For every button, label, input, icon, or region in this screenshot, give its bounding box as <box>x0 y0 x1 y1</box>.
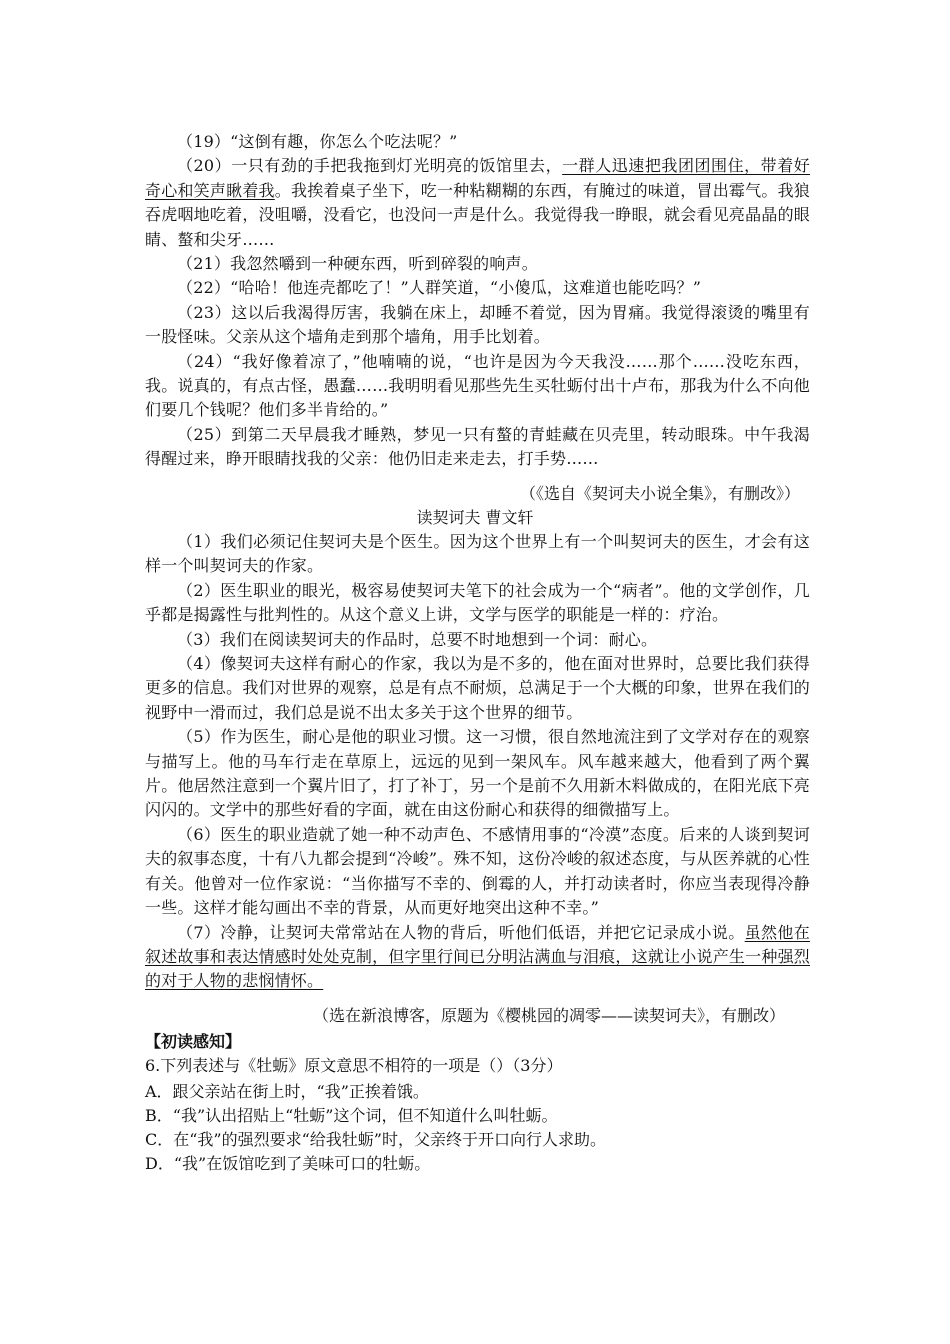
option-b: B．“我”认出招贴上“牡蛎”这个词，但不知道什么叫牡蛎。 <box>145 1106 558 1125</box>
paragraph-20-underlined: 一群人迅速把我团团围住，带着好奇心和笑声瞅着我 <box>145 156 810 200</box>
paragraph-24: （24）“我好像着凉了，”他喃喃的说，“也许是因为今天我没……那个……没吃东西，我。说真的，有点古怪，愚蠢……我明明看见那些先生买牡蛎付出十卢布，那我为什么不向他们要几个钱呢？他们多半肯给的。” <box>145 351 810 420</box>
essay-source: （选在新浪博客，原题为《樱桃园的凋零——读契诃夫》，有删改） <box>312 1006 785 1025</box>
section-heading: 【初读感知】 <box>145 1032 242 1051</box>
essay-paragraph-3: （3）我们在阅读契诃夫的作品时，总要不时地想到一个词：耐心。 <box>177 629 658 649</box>
essay-body <box>145 530 810 994</box>
essay-paragraph-2: （2）医生职业的眼光，极容易使契诃夫笔下的社会成为一个“病者”。他的文学创作，几乎都是揭露性与批判性的。从这个意义上讲，文学与医学的职能是一样的：疗治。 <box>145 580 810 625</box>
option-c: C．在“我”的强烈要求“给我牡蛎”时，父亲终于开口向行人求助。 <box>145 1130 606 1149</box>
question-6: 6.下列表述与《牡蛎》原文意思不相符的一项是（）（3分） <box>145 1056 563 1075</box>
essay-paragraph-1: （1）我们必须记住契诃夫是个医生。因为这个世界上有一个叫契诃夫的医生，才会有这样一个叫契诃夫的作家。 <box>145 532 810 576</box>
essay-paragraph-7-start: （7）冷静，让契诃夫常常站在人物的背后，听他们低语，并把它记录成小说。 <box>177 922 745 942</box>
option-d: D．“我”在饭馆吃到了美味可口的牡蛎。 <box>145 1154 431 1173</box>
paragraph-22: （22）“哈哈！他连壳都吃了！”人群笑道，“小傻瓜，这难道也能吃吗？” <box>177 278 702 298</box>
story-excerpt <box>145 130 810 472</box>
story-source: （《选自《契诃夫小说全集》，有删改》） <box>519 484 800 503</box>
paragraph-20-end: 。我挨着桌子坐下，吃一种粘糊糊的东西，有腌过的味道，冒出霉气。我狼吞虎咽地吃着，没咀嚼，没看它，也没问一声是什么。我觉得我一睁眼，就会看见亮晶晶的眼睛、螯和尖牙…… <box>145 180 810 249</box>
option-a: A．跟父亲站在街上时，“我”正挨着饿。 <box>145 1082 429 1101</box>
paragraph-25: （25）到第二天早晨我才睡熟，梦见一只有螯的青蛙藏在贝壳里，转动眼珠。中午我渴得醒过来，睁开眼睛找我的父亲：他仍旧走来走去，打手势…… <box>145 424 810 469</box>
paragraph-19: （19）“这倒有趣，你怎么个吃法呢？” <box>177 132 458 151</box>
essay-paragraph-4: （4）像契诃夫这样有耐心的作家，我以为是不多的，他在面对世界时，总要比我们获得更多的信息。我们对世界的观察，总是有点不耐烦，总满足于一个大概的印象，世界在我们的视野中一滑而过，我们总是说不出太多关于这个世界的细节。 <box>145 654 810 722</box>
essay-paragraph-7-underlined: 虽然他在叙述故事和表达情感时处处克制，但字里行间已分明沾满血与泪痕，这就让小说产生一种强烈的对于人物的悲悯情怀。 <box>145 922 810 991</box>
essay-title: 读契诃夫 曹文轩 <box>416 508 534 527</box>
essay-paragraph-5: （5）作为医生，耐心是他的职业习惯。这一习惯，很自然地流注到了文学对存在的观察与描写上。他的马车行走在草原上，远远的见到一架风车。风车越来越大，他看到了两个翼片。他居然注意到一个翼片旧了，打了补丁，另一个是前不久用新木料做成的，在阳光底下亮闪闪的。文学中的那些好看的字面，就在由这份耐心和获得的细微描写上。 <box>145 727 810 820</box>
paragraph-23: （23）这以后我渴得厉害，我躺在床上，却睡不着觉，因为胃痛。我觉得滚烫的嘴里有一股怪味。父亲从这个墙角走到那个墙角，用手比划着。 <box>145 302 810 347</box>
essay-paragraph-6: （6）医生的职业造就了她一种不动声色、不感情用事的“冷漠”态度。后来的人谈到契诃夫的叙事态度，十有八九都会提到“冷峻”。殊不知，这份冷峻的叙述态度，与从医养就的心性有关。他曾对一位作家说：“当你描写不幸的、倒霉的人，并打动读者时，你应当表现得冷静一些。这样才能勾画出不幸的背景，从而更好地突出这种不幸。” <box>145 824 810 918</box>
paragraph-21: （21）我忽然嚼到一种硬东西，听到碎裂的响声。 <box>177 254 538 274</box>
paragraph-20 <box>145 154 810 252</box>
paragraph-20-start: （20）一只有劲的手把我拖到灯光明亮的饭馆里去， <box>177 156 563 176</box>
essay-paragraph-7 <box>145 921 810 994</box>
